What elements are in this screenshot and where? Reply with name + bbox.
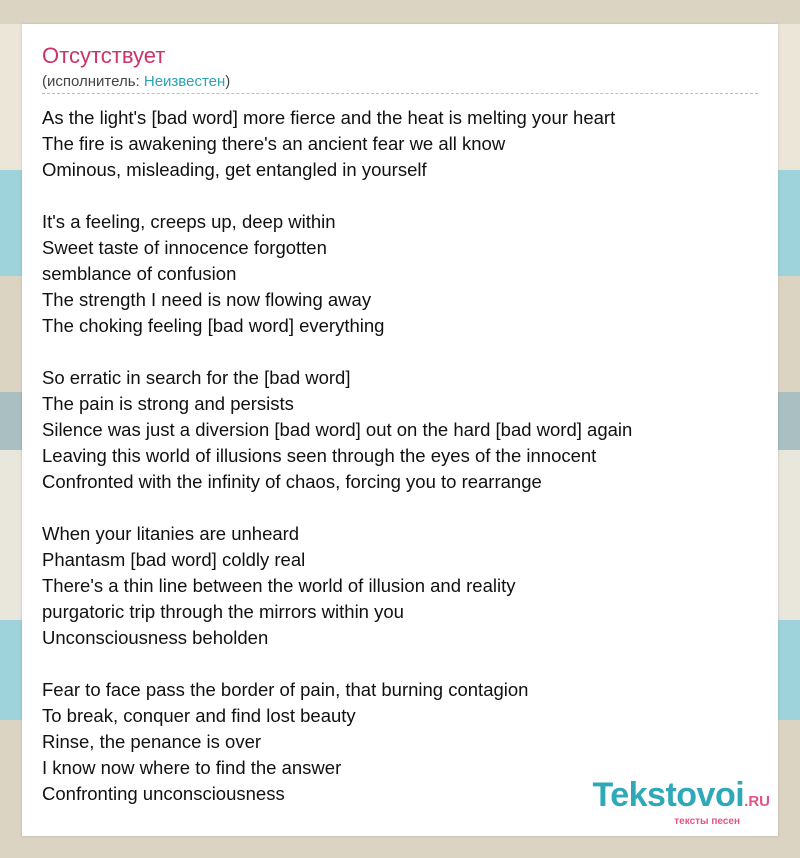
lyric-line: Leaving this world of illusions seen through the eyes of the innocent (42, 445, 597, 466)
artist-prefix: (исполнитель: (42, 73, 144, 90)
verse (42, 521, 758, 651)
lyric-line: When your litanies are unheard (42, 523, 300, 544)
verse-gap (42, 651, 758, 677)
lyric-line: To break, conquer and find lost beauty (42, 705, 356, 726)
lyric-line: Fear to face pass the border of pain, that burning contagion (42, 679, 529, 700)
dashed-divider (42, 93, 758, 94)
lyric-line: Ominous, misleading, get entangled in yourself (42, 159, 427, 180)
verse (42, 365, 758, 495)
lyric-line: I know now where to find the answer (42, 757, 342, 778)
logo-tagline: тексты песен (674, 816, 740, 827)
verse-gap (42, 339, 758, 365)
lyric-line: Sweet taste of innocence forgotten (42, 237, 327, 258)
song-title: Отсутствует (42, 43, 166, 68)
lyrics-card (22, 24, 778, 836)
lyric-line: The choking feeling [bad word] everything (42, 315, 385, 336)
artist-suffix: ) (225, 73, 231, 90)
lyric-line: Phantasm [bad word] coldly real (42, 549, 306, 570)
verse (42, 105, 758, 183)
verse (42, 209, 758, 339)
lyric-line: So erratic in search for the [bad word] (42, 367, 351, 388)
lyric-line: Silence was just a diversion [bad word] out on the hard [bad word] again (42, 419, 633, 440)
lyric-line: As the light's [bad word] more fierce and the heat is melting your heart (42, 107, 616, 128)
lyric-line: The pain is strong and persists (42, 393, 294, 414)
lyric-line: semblance of confusion (42, 263, 237, 284)
logo-name: Tekstovoi (592, 776, 745, 814)
lyric-line: Confronting unconsciousness (42, 783, 285, 804)
artist-link[interactable]: Неизвестен (143, 73, 226, 90)
lyric-line: It's a feeling, creeps up, deep within (42, 211, 336, 232)
lyric-line: There's a thin line between the world of illusion and reality (42, 575, 516, 596)
verse-gap (42, 183, 758, 209)
lyric-line: The fire is awakening there's an ancient fear we all know (42, 133, 506, 154)
artist-line (42, 72, 230, 92)
lyric-line: The strength I need is now flowing away (42, 289, 372, 310)
lyrics-text (42, 105, 758, 807)
verse-gap (42, 495, 758, 521)
logo-wordmark (592, 778, 770, 819)
logo-domain-suffix: .RU (744, 793, 770, 810)
lyric-line: Confronted with the infinity of chaos, forcing you to rearrange (42, 471, 542, 492)
lyric-line: purgatoric trip through the mirrors within you (42, 601, 404, 622)
lyric-line: Unconsciousness beholden (42, 627, 269, 648)
tekstovoi-logo[interactable] (592, 778, 770, 828)
lyric-line: Rinse, the penance is over (42, 731, 262, 752)
